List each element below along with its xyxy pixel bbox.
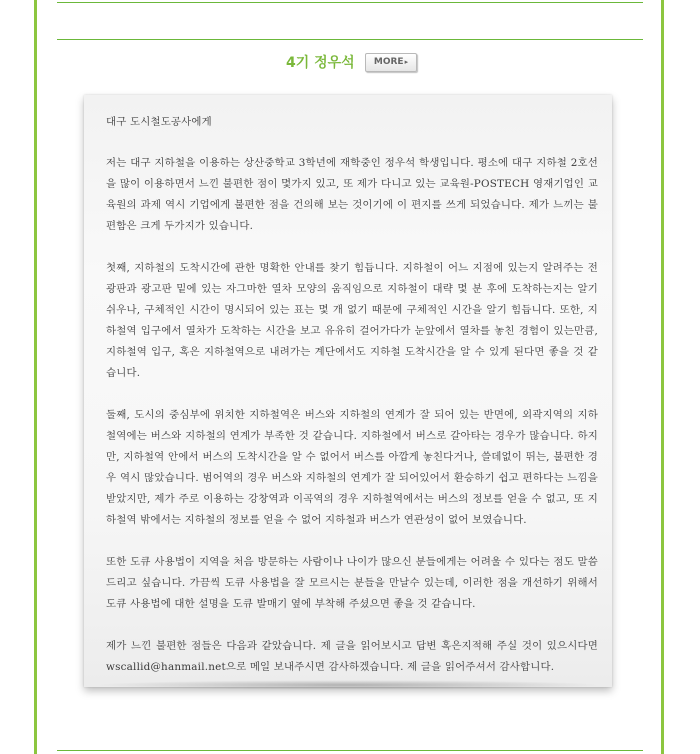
letter-paragraph-3: 둘째, 도시의 중심부에 위치한 지하철역은 버스와 지하철의 연계가 잘 되어 있는 반면에, 외곽지역의 지하철역에는 버스와 지하철의 연계가 부족한 것 같습니다. 지하철에서 버스로 갈아타는 경우가 많습니다. 하지만, 지하철역 안에서 버스의 도착시간을 알 수 없어서 버스를 아깝게 놓친다거나, 쓸데없이 뛰는, 불편한 경우 역시 많았습니다. 범어역의 경우 버스와 지하철의 연계가 잘 되어있어서 환승하기 쉽고 편하다는 느낌을 받았지만, 제가 주로 이용하는 강창역과 이곡역의 경우 지하철역에서는 버스의 정보를 얻을 수 없고, 또 지하철역 밖에서는 지하철의 정보를 얻을 수 없어 지하철과 버스가 연관성이 없어 보였습니다. [106,409,598,526]
divider-bottom [57,750,643,751]
letter-greeting: 대구 도시철도공사에게 [106,116,212,128]
section-header [0,52,700,74]
letter-paragraph-4: 또한 도큐 사용법이 지역을 처음 방문하는 사람이나 나이가 많으신 분들에게는 어려울 수 있다는 점도 말씀드리고 싶습니다. 가끔씩 도큐 사용법을 잘 모르시는 분들을 만날수 있는데, 이러한 점을 개선하기 위해서 도큐 사용법에 대한 설명을 도큐 발매기 옆에 부착해 주셨으면 좋을 것 같습니다. [106,556,598,610]
letter-paragraph-2: 첫째, 지하철의 도착시간에 관한 명확한 안내를 찾기 힘듭니다. 지하철이 어느 지점에 있는지 알려주는 전광판과 광고판 밑에 있는 자그마한 열차 모양의 움직임으로 지하철이 대략 몇 분 후에 도착하는지는 알기 쉬우나, 구체적인 시간이 명시되어 있는 표는 몇 개 없기 때문에 구체적인 시간을 알기 힘듭니다. 또한, 지하철역 입구에서 열차가 도착하는 시간을 보고 유유히 걸어가다가 눈앞에서 열차를 놓친 경험이 있는만큼, 지하철역 입구, 혹은 지하철역으로 내려가는 계단에서도 지하철 도착시간을 알 수 있게 된다면 좋을 것 같습니다. [106,262,598,379]
divider-top [57,2,643,3]
play-arrow-icon: ▸ [404,58,409,66]
more-button[interactable] [365,53,417,72]
letter-paragraph-5: 제가 느낀 불편한 점들은 다음과 같았습니다. 제 글을 읽어보시고 답변 혹은지적해 주실 것이 있으시다면 wscallid@hanmail.net으로 메일 보내주시면 감사하겠습니다. 제 글을 읽어주셔서 감사합니다. [106,640,598,673]
handwritten-letter [106,112,598,699]
page-title: 4기 정우석 [286,55,355,71]
letter-paragraph-1: 저는 대구 지하철을 이용하는 상산중학교 3학년에 재학중인 정우석 학생입니다. 평소에 대구 지하철 2호선을 많이 이용하면서 느낀 불편한 점이 몇가지 있고, 또 제가 다니고 있는 교육원-POSTECH 영재기업인 교육원의 과제 역시 기업에게 불편한 점을 건의해 보는 것이기에 이 편지를 쓰게 되었습니다. 제가 느끼는 불편함은 크게 두가지가 있습니다. [106,157,598,232]
more-button-label: MORE [373,57,404,67]
divider-header [57,39,643,40]
